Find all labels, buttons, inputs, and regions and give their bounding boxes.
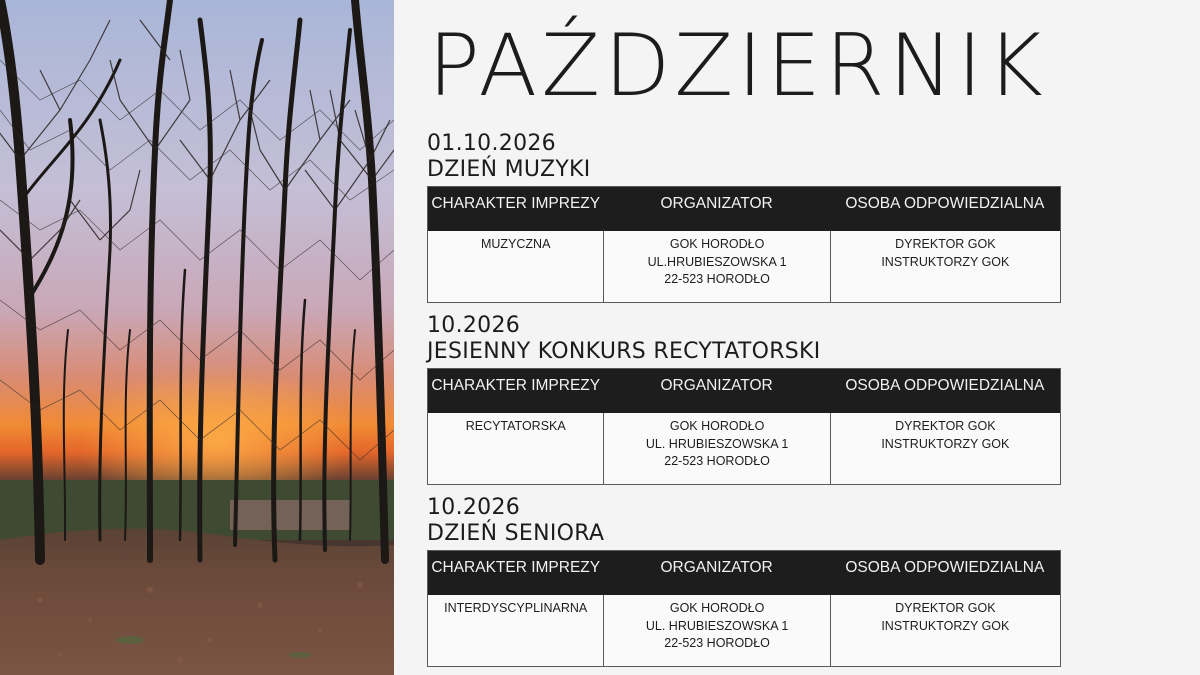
- event-dzien-muzyki: [427, 131, 1061, 303]
- table-header-row: [428, 187, 1060, 231]
- table-row: [428, 595, 1060, 666]
- column-header-responsible: OSOBA ODPOWIEDZIALNA: [845, 195, 1045, 212]
- responsible-line: DYREKTOR GOK: [895, 237, 996, 251]
- event-date: 10.2026: [427, 495, 521, 520]
- column-header-organizer: ORGANIZATOR: [660, 195, 773, 212]
- column-header-responsible: OSOBA ODPOWIEDZIALNA: [845, 559, 1045, 576]
- column-header-character: CHARAKTER IMPREZY: [431, 559, 601, 576]
- responsible-line: DYREKTOR GOK: [895, 601, 996, 615]
- cell-responsible: [830, 595, 1060, 666]
- organizer-line: UL.HRUBIESZOWSKA 1: [647, 254, 787, 269]
- column-header-character: CHARAKTER IMPREZY: [431, 377, 601, 394]
- cell-character: [428, 595, 603, 666]
- forest-sunset-image: [0, 0, 394, 675]
- cell-organizer: [603, 595, 829, 666]
- responsible-line: INSTRUKTORZY GOK: [881, 436, 1010, 451]
- cell-organizer: [603, 413, 829, 484]
- column-header-organizer: ORGANIZATOR: [660, 377, 773, 394]
- cell-character: [428, 413, 603, 484]
- responsible-line: INSTRUKTORZY GOK: [881, 618, 1010, 633]
- event-table: [427, 550, 1061, 667]
- event-name: JESIENNY KONKURS RECYTATORSKI: [427, 339, 821, 364]
- forest-sunset-photo: [0, 0, 394, 675]
- event-date: 10.2026: [427, 313, 521, 338]
- organizer-line: GOK HORODŁO: [669, 419, 765, 433]
- column-header-character: CHARAKTER IMPREZY: [431, 195, 601, 212]
- character-text: RECYTATORSKA: [465, 419, 566, 433]
- event-name: DZIEŃ MUZYKI: [427, 157, 591, 182]
- cell-organizer: [603, 231, 829, 302]
- organizer-line: GOK HORODŁO: [669, 601, 765, 615]
- responsible-line: INSTRUKTORZY GOK: [881, 254, 1010, 269]
- event-konkurs-recytatorski: [427, 313, 1061, 485]
- month-title: PAŹDZIERNIK: [428, 16, 1047, 116]
- organizer-line: GOK HORODŁO: [669, 237, 765, 251]
- organizer-line: 22-523 HORODŁO: [664, 636, 770, 650]
- organizer-line: 22-523 HORODŁO: [664, 272, 770, 286]
- cell-character: [428, 231, 603, 302]
- event-table: [427, 186, 1061, 303]
- table-header-row: [428, 369, 1060, 413]
- cell-responsible: [830, 231, 1060, 302]
- organizer-line: UL. HRUBIESZOWSKA 1: [645, 618, 789, 633]
- organizer-line: UL. HRUBIESZOWSKA 1: [645, 436, 789, 451]
- organizer-line: 22-523 HORODŁO: [664, 454, 770, 468]
- responsible-line: DYREKTOR GOK: [895, 419, 996, 433]
- event-table: [427, 368, 1061, 485]
- character-text: INTERDYSCYPLINARNA: [444, 601, 588, 615]
- column-header-responsible: OSOBA ODPOWIEDZIALNA: [845, 377, 1045, 394]
- table-header-row: [428, 551, 1060, 595]
- event-date: 01.10.2026: [427, 131, 556, 156]
- table-row: [428, 231, 1060, 302]
- cell-responsible: [830, 413, 1060, 484]
- event-name: DZIEŃ SENIORA: [427, 521, 605, 546]
- column-header-organizer: ORGANIZATOR: [660, 559, 773, 576]
- table-row: [428, 413, 1060, 484]
- character-text: MUZYCZNA: [480, 237, 551, 251]
- event-dzien-seniora: [427, 495, 1061, 667]
